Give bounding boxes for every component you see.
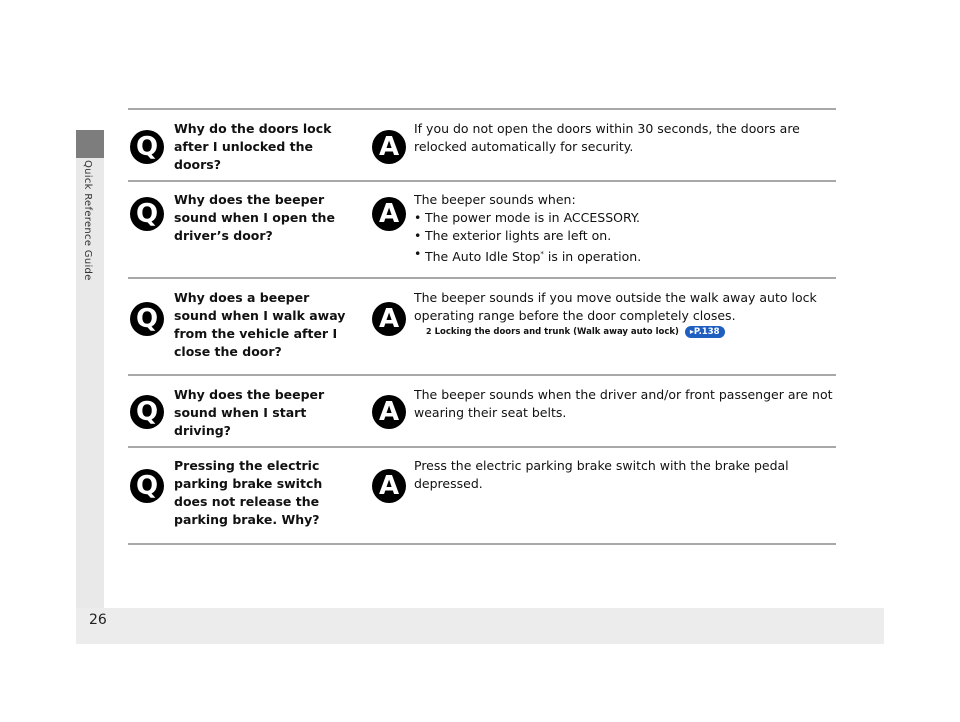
answer-text: The beeper sounds when the driver and/or front passenger are not wearing their seat belts. (414, 387, 833, 420)
answer-bullet-list (414, 209, 834, 266)
question-icon: Q (130, 197, 164, 231)
answer-text: Press the electric parking brake switch with the brake pedal depressed. (414, 458, 789, 491)
answer-bullet-text: The Auto Idle Stop (425, 249, 541, 265)
divider (128, 277, 836, 279)
reference-link[interactable]: Locking the doors and trunk (Walk away auto lock) (434, 327, 679, 337)
question-text: Why does a beeper sound when I walk away from the vehicle after I close the door? (174, 290, 346, 359)
answer-text: If you do not open the doors within 30 seconds, the doors are relocked automatically for security. (414, 121, 800, 154)
arrow-icon: ▸ (689, 327, 694, 336)
answer-icon: A (372, 395, 406, 429)
page-reference-label: P.138 (693, 327, 720, 337)
answer-icon: A (372, 197, 406, 231)
answer-bullet (414, 245, 834, 266)
answer-block (414, 289, 834, 339)
section-tab (76, 130, 104, 158)
divider (128, 180, 836, 182)
question-text: Why does the beeper sound when I open the driver’s door? (174, 192, 335, 243)
divider (128, 108, 836, 110)
reference-marker: 2 (426, 327, 432, 336)
footer-band (76, 608, 884, 644)
question-icon: Q (130, 395, 164, 429)
divider (128, 543, 836, 545)
answer-bullet: • The power mode is in ACCESSORY. (414, 209, 834, 227)
page-number: 26 (89, 612, 107, 628)
question-icon: Q (130, 130, 164, 164)
cross-reference (414, 325, 834, 339)
section-label: Quick Reference Guide (82, 160, 93, 281)
answer-icon: A (372, 469, 406, 503)
answer-icon: A (372, 130, 406, 164)
question-text: Why do the doors lock after I unlocked the doors? (174, 121, 332, 172)
answer-bullet: • The exterior lights are left on. (414, 227, 834, 245)
divider (128, 374, 836, 376)
answer-text: The beeper sounds if you move outside the walk away auto lock operating range before the door completely closes. (414, 290, 817, 323)
answer-bullet-tail: is in operation. (543, 249, 642, 265)
question-text: Why does the beeper sound when I start driving? (174, 387, 325, 438)
answer-block (414, 191, 834, 266)
divider (128, 446, 836, 448)
question-icon: Q (130, 302, 164, 336)
answer-icon: A (372, 302, 406, 336)
question-text: Pressing the electric parking brake switch does not release the parking brake. Why? (174, 458, 323, 527)
page-reference-button[interactable] (685, 326, 725, 338)
answer-intro: The beeper sounds when: (414, 192, 576, 207)
footnote-marker: * (540, 250, 544, 258)
question-icon: Q (130, 469, 164, 503)
